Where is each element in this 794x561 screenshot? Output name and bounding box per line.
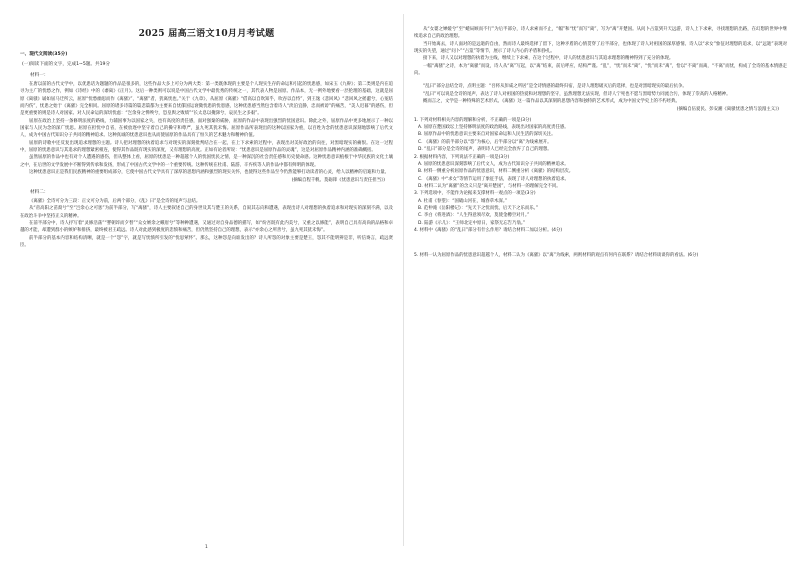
question-1	[414, 117, 787, 154]
material2-paragraph: 一幅“离骚”之诗，本为“离骚”而设，诗人从“离”写起，以“离”结束，前后呼应，结构严谨。“乱”，“忧”而未“离”，“忧”而未“离”，恰以“不离”而离，“不离”而忧，构成了全诗的基本情感走向。	[414, 63, 787, 77]
page-number: 1	[205, 545, 208, 550]
question-4	[414, 227, 787, 234]
material1-paragraph: 虽然屈原的作品中也有对个人遭遇的感伤，但从整体上看，屈原的忧患是一种超越个人的忧国忧民之情，是一种深沉的社会责任感和历史使命感。这种忧患意识植根于中华民族的文化土壤之中，在后世的文学发展中不断得到传承和发扬，形成了中国古代文学中的一个重要传统。这种传统在杜甫、陆游、辛弃疾等人的作品中都有鲜明的体现。	[20, 155, 393, 168]
question-stem: 5. 材料一认为屈原作品的忧患意识超越个人，材料二认为《离骚》以“离”为线索，两则材料的观点有何内在联系？请结合材料谈谈你的看法。(6分)	[414, 253, 699, 259]
material1-paragraph: 屈原的诗歌中还反复出现追求理想的主题。诗人把对理想的执着追求与对现实的深刻批判结合在一起，在上下求索的过程中，表现出对美好政治的向往，对黑暗现实的痛恨。在这一过程中，屈原的忧患意识与其追求的理想紧密相连，使得其作品既有现实的深度，又有理想的高度。正如有论者所说：“忧患意识是屈原作品的灵魂”，这是对屈原作品精神内涵的准确概括。	[20, 140, 393, 154]
subsection-heading: (一)阅读下面的文字，完成1~5题。共19分	[22, 62, 111, 67]
material2-paragraph: 概而言之，文学是一种特殊的艺术形式。《离骚》这一篇作品以其深刻的思想内容和独特的艺术形式，成为中国文学史上的不朽经典。	[423, 99, 680, 105]
material2-paragraph: 《离骚》全诗可分为三段：正文可分为前，后两个部分，《乱》曰”是全诗的尾声与总结。	[29, 198, 201, 204]
material1-label: 材料一：	[30, 73, 49, 78]
material2-paragraph: “乱曰”可以说是全诗的尾声，表达了诗人对祖国的热爱和对理想的坚守，虽然理想无法实现，但诗人宁死也不愿与黑暗势力同流合污，体现了崇高的人格精神。	[423, 91, 731, 97]
question-option: A. 屈原的忧患意识深刻影响了后代文人，成为古代知识分子共同的精神追求。	[418, 161, 569, 167]
question-stem: 3. 下列选项中，不能作为论据来支撑材料一观点的一项是(3分)	[414, 191, 536, 197]
material2-label: 材料二：	[30, 189, 49, 195]
material2-paragraph: 从“女媭之婵媛兮”至“蜷局顾而不行”为后半部分，诗人求索而不止，“幅”和“忧”而写“离”，写为“离”开楚国。从问卜占筮到升天远游，诗人上下求索，寻找理想的出路，在幻想的世界中继续追求自己的政治理想。	[414, 27, 787, 40]
material1-paragraph: 这种忧患意识正是我们民族精神的重要组成部分，它使中国古代文学具有了深厚的思想内涵和强烈的现实关怀，也使得这些作品至今仍然能够打动读者的心灵，给人以精神的启迪和力量。	[29, 170, 390, 176]
material1-paragraph: 在唐以前的古代文学中，以优患话为题题的作品是很多的，这些作品大多上可分为两大类：第一类既体现的主要是个人现实生存的命运和引起的忧患感，如宋玉《九辩》；第二类则是内在追寻为主广的忧愁之作，例如《诗经》中的《黍离》《正月》。这后一种类则可以说是中国古代文学中最优秀的传统之一，其代表人物是屈原。作品本，无一例外地要看一层伦理的基础，这就是屈原《离骚》诵如屈马迁所云，屈原“忧愁幽思而作《离骚》”，“离骚”者，犹离忧也。”关于《九章》，从屈原《离骚》“借高以自吹知乎，吹吞以自恃”，到王逸《悲回风》“悲回风之摇蕙兮，心冤结而内伤”，忧患之始于《离骚》完全相同。屈原的诸多诗篇的篇悲篇都为主要来自忧郁国运衰微忧患的忧患感，这种优患感当然包含着诗人“淡泊宜静，忠而被谤”的痛苦，“美人迟暮”的感伤，但是更重要的则是诗人对国家、对人民命运的深切忧虑：“岂余身之惮殃兮，恐皇舆之败绩”“长太息以掩涕兮，哀民生之多艰”。	[20, 82, 393, 117]
material1-source: (摘编自程千帆、莫砺锋《忧患意识与责任担当》)	[291, 178, 385, 184]
question-option: B. 范仲淹《岳阳楼记》：“先天下之忧而忧，后天下之乐而乐。”	[418, 205, 539, 211]
question-3	[414, 190, 787, 227]
question-5	[414, 252, 787, 259]
material2-paragraph: 在前半部分中，诗人抒写着“灵修浩荡”“謇朝谇而夕替”“众女嫉余之蛾眉兮”等种种遭遇，又通过对自身品德的描写，如“纷吾既有此内美兮，又重之以修能”，表明自己具有高尚的品格和卓越的才能，却遭到群小的嫉妒和排挤，最终被君王疏远。诗人对此感到极度的悲愤和痛苦，但仍然坚持自己的理想，表示“亦余心之所善兮，虽九死其犹未悔”。	[20, 220, 393, 234]
page-title: 2025 届高三语文10月月考试题	[138, 29, 275, 39]
question-option: A. 杜甫《春望》：“国破山河在，城春草木深。”	[418, 198, 508, 204]
question-stem: 4. 材料中《离骚》的“乱曰”部分有什么作用？请结合材料二加以分析。(4分)	[414, 227, 563, 233]
material2-paragraph: 前半部分的基本内容和结构清晰，就是一个“怨”字，就是写忧愤所引发的“忧思萦怀”。那么，这种怨是向谁发出的？诗人所怨的对象主要是楚王，怨其不能明辨是非，听信谗言，疏远贤臣。	[20, 235, 393, 248]
material2-paragraph: 当开始离去，诗人面对的是远逝的自由，然而诗人最终选择了留下，这种矛盾的心情贯穿了后半部分，也体现了诗人对祖国的深厚感情。诗人以“求女”象征对理想的追求，以“远逝”表现对现实的失望，通过“问卜”“占筮”等情节，展示了诗人内心的矛盾和挣扎。	[414, 41, 787, 55]
question-option: D. 材料二认为“离骚”的含义只是“离开楚国”，与材料一的理解完全不同。	[418, 183, 561, 189]
question-option: D. 陆游《示儿》：“王师北定中原日，家祭无忘告乃翁。”	[418, 220, 526, 226]
column-divider	[403, 14, 404, 546]
question-option: C. 《离骚》中“求女”等情节运用了象征手法，表现了诗人对理想的执着追求。	[418, 176, 569, 182]
material2-paragraph: 接下来，诗人又以对理想的执着为主线，继续上下求索，在这个过程中，诗人的忧患意识与其追求理想的精神得到了充分的体现。	[423, 56, 674, 62]
material2-paragraph: “乱曰”部分总结全诗，点明主题：“吾将从彭咸之所居”是全诗情感的最终归宿，是诗人理想破灭后的选择，也是对黑暗现实的最后抗争。	[423, 84, 687, 90]
section-heading: 一、现代文阅读(35分)	[20, 52, 68, 57]
question-option: B. 屈原作品中的忧患意识主要来自对国家命运和人民生活的深切关注。	[418, 132, 556, 138]
question-2	[414, 154, 787, 191]
question-option: C. 《离骚》的前半部分以“怨”为核心，后半部分以“离”为线索展开。	[418, 139, 552, 145]
right-column	[414, 0, 787, 561]
left-column	[20, 0, 393, 561]
question-stem: 1. 下列对材料相关内容的理解和分析，不正确的一项是(3分)	[414, 117, 532, 123]
material2-source: (摘编自伍爱民、彭安湘《离骚忧患之情与浪漫主义》)	[676, 107, 779, 113]
material1-paragraph: 屈原在政治上坚持一条修明法度的路线，力辅国事为以国家之失，也有高度的责任感，面对强秦的威胁，屈原的作品中表现出强烈的忧国意识。除此之外，屈原作品中更多地展示了一种以国家与人民为念的深广忧思。屈原在担忧中自省，在被放逐中坚守着自己的操守和尊严，虽九死其犹未悔。屈原作品所表现出的这种以国家为重，以百姓为念的忧患意识深刻地影响了后代文人，成为中国古代知识分子共同的精神追求。这种真诚的忧患意识也从而使屈原的作品具有了恒久的艺术魅力和精神价值。	[20, 118, 393, 139]
question-option: C. 李白《将进酒》：“人生得意须尽欢，莫使金樽空对月。”	[418, 213, 530, 219]
material2-paragraph: 从“帝高阳之苗裔兮”至“岂余心之可惩”为前半部分，写“离骚”，诗人主要叙述自己的身世及其与楚王的关系，自叙其志向和遭遇，表现出诗人对理想的执着追求和对现实的深刻不满，以及在政治斗争中坚持正义的精神。	[20, 206, 393, 219]
question-option: D. “乱曰”部分是全诗的尾声，表明诗人已经完全放弃了自己的理想。	[418, 147, 552, 153]
question-stem: 2. 根据材料内容，下列说法不正确的一项是(3分)	[414, 154, 510, 160]
question-option: B. 材料一侧重分析屈原作品的忧患意识，材料二侧重分析《离骚》的结构层次。	[418, 169, 574, 175]
question-option: A. 屈原在楚国政坛上坚持修明法度的政治路线，表现出对国家的高度责任感。	[418, 125, 569, 131]
